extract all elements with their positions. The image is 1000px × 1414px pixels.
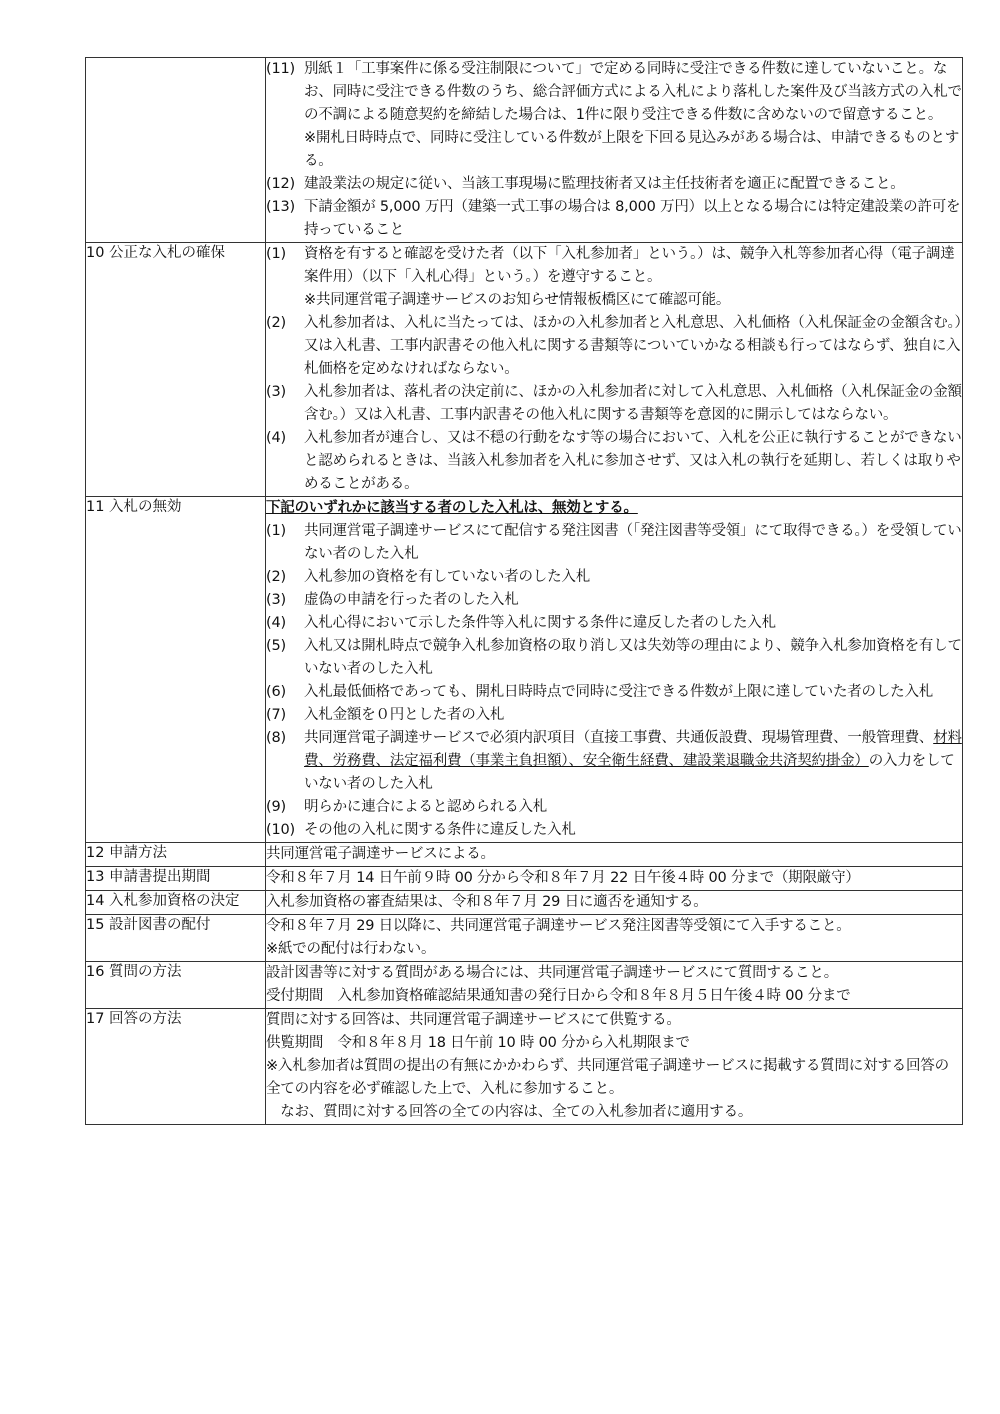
item-text: 明らかに連合によると認められる入札 [304,799,548,815]
item-number: (6) [266,684,286,700]
item-number: (13) [266,199,295,215]
list-item [266,381,962,427]
list-item [266,589,962,612]
content-line: ※入札参加者は質問の提出の有無にかかわらず、共同運営電子調達サービスに掲載する質問に対する回答の全ての内容を必ず確認した上で、入札に参加すること。 [266,1058,949,1097]
item-text: 入札又は開札時点で競争入札参加資格の取り消し又は失効等の理由により、競争入札参加資格を有していない者のした入札 [304,638,962,677]
table-row [86,243,963,497]
item-number: (1) [266,246,286,262]
list-item [266,612,962,635]
item-text: 入札金額を０円とした者の入札 [304,707,505,723]
list-item [266,289,962,312]
table-row [86,915,963,962]
content-line: 入札参加資格の審査結果は、令和８年７月 29 日に適否を通知する。 [266,894,708,910]
row-label: 15 設計図書の配付 [86,915,266,962]
list-item [266,635,962,681]
table-row [86,497,963,843]
content-line: 令和８年７月 29 日以降に、共同運営電子調達サービス発注図書等受領にて入手すること。 [266,918,851,934]
table-row [86,891,963,915]
row-content [266,243,963,497]
item-text: 別紙１「工事案件に係る受注制限について」で定める同時に受注できる件数に達していないこと。なお、同時に受注できる件数のうち、総合評価方式による入札により落札した案件及び当該方式の入札での不調による随意契約を締結した場合は、1件に限り受注できる件数に含めないので留意すること。 [304,61,962,123]
item-number: (9) [266,799,286,815]
list-item [266,520,962,566]
item-text: 入札心得において示した条件等入札に関する条件に違反した者のした入札 [304,615,776,631]
item-text: 入札参加者は、落札者の決定前に、ほかの入札参加者に対して入札意思、入札価格（入札保証金の金額含む。）又は入札書、工事内訳書その他入札に関する書類等を意図的に開示してはならない。 [304,384,962,423]
item-text: 入札最低価格であっても、開札日時時点で同時に受注できる件数が上限に達していた者のした入札 [304,684,934,700]
item-number: (2) [266,315,286,331]
list-item [266,566,962,589]
table-row [86,962,963,1009]
item-note: ※開札日時時点で、同時に受注している件数が上限を下回る見込みがある場合は、申請できるものとする。 [304,130,960,169]
item-number: (4) [266,615,286,631]
item-text: 建設業法の規定に従い、当該工事現場に監理技術者又は主任技術者を適正に配置できること。 [304,176,905,192]
item-text: その他の入札に関する条件に違反した入札 [304,822,576,838]
conditions-table [85,57,963,1125]
item-number: (1) [266,523,286,539]
item-number: (4) [266,430,286,446]
list-item [266,427,962,496]
item-text: 虚偽の申請を行った者のした入札 [304,592,519,608]
section-lead: 下記のいずれかに該当する者のした入札は、無効とする。 [266,500,638,516]
list-item [266,681,962,704]
item-text-part: の入力をしていない者のした入札 [304,753,955,792]
row-label: 13 申請書提出期間 [86,867,266,891]
row-content [266,1009,963,1125]
item-text: 入札参加者は、入札に当たっては、ほかの入札参加者と入札意思、入札価格（入札保証金の金額含む。）又は入札書、工事内訳書その他入札に関する書類等についていかなる相談も行ってはならず、独自に入札価格を定めなければならない。 [304,315,962,377]
list-item [266,727,962,796]
item-text: 入札参加者が連合し、又は不穏の行動をなす等の場合において、入札を公正に執行することができないと認められるときは、当該入札参加者を入札に参加させず、又は入札の執行を延期し、若しくは取りやめることがある。 [304,430,962,492]
item-number: (3) [266,592,286,608]
item-number: (2) [266,569,286,585]
content-line: ※紙での配付は行わない。 [266,941,436,957]
table-row [86,867,963,891]
item-number: (7) [266,707,286,723]
list-item [266,173,962,196]
content-line: 受付期間 入札参加資格確認結果通知書の発行日から令和８年８月５日午後４時 00 分まで [266,988,851,1004]
row-content [266,867,963,891]
list-item [266,196,962,242]
list-item [266,796,962,819]
content-line: 設計図書等に対する質問がある場合には、共同運営電子調達サービスにて質問すること。 [266,965,838,981]
item-text: 下請金額が 5,000 万円（建築一式工事の場合は 8,000 万円）以上となる場合には特定建設業の許可を持っていること [304,199,961,238]
content-line: なお、質問に対する回答の全ての内容は、全ての入札参加者に適用する。 [266,1104,753,1120]
item-note: ※共同運営電子調達サービスのお知らせ情報板橋区にて確認可能。 [304,292,731,308]
table-row [86,58,963,243]
row-content [266,891,963,915]
list-item [266,58,962,127]
item-text [304,727,962,796]
row-label: 17 回答の方法 [86,1009,266,1125]
item-number: (10) [266,822,295,838]
row-content [266,915,963,962]
content-line: 質問に対する回答は、共同運営電子調達サービスにて供覧する。 [266,1012,681,1028]
row-content [266,497,963,843]
item-number: (8) [266,730,286,746]
row-label: 11 入札の無効 [86,497,266,843]
item-text-underlined: 材料費、労務費、法定福利費（事業主負担額）、安全衛生経費、建設業退職金共済契約掛金） [304,730,962,769]
table-row [86,1009,963,1125]
list-item [266,127,962,173]
item-text: 入札参加の資格を有していない者のした入札 [304,569,590,585]
row-label: 10 公正な入札の確保 [86,243,266,497]
item-text: 共同運営電子調達サービスにて配信する発注図書（「発注図書等受領」にて取得できる。）を受領していない者のした入札 [304,523,962,562]
row-label: 14 入札参加資格の決定 [86,891,266,915]
item-text: 資格を有すると確認を受けた者（以下「入札参加者」という。）は、競争入札等参加者心得（電子調達案件用）（以下「入札心得」という。）を遵守すること。 [304,246,955,285]
item-number: (5) [266,638,286,654]
row-content [266,962,963,1009]
item-number: (11) [266,61,295,77]
row-label: 12 申請方法 [86,843,266,867]
list-item [266,312,962,381]
table-row [86,843,963,867]
item-text-part: 共同運営電子調達サービスで必須内訳項目（直接工事費、共通仮設費、現場管理費、一般管理費、 [304,730,934,746]
list-item [266,704,962,727]
list-item [266,243,962,289]
item-number: (12) [266,176,295,192]
content-line: 共同運営電子調達サービスによる。 [266,846,495,862]
row-label [86,58,266,243]
content-line: 供覧期間 令和８年８月 18 日午前 10 時 00 分から入札期限まで [266,1035,690,1051]
row-content [266,843,963,867]
row-content [266,58,963,243]
list-item [266,819,962,842]
item-number: (3) [266,384,286,400]
content-line: 令和８年７月 14 日午前９時 00 分から令和８年７月 22 日午後４時 00 分まで（期限厳守） [266,870,860,886]
row-label: 16 質問の方法 [86,962,266,1009]
